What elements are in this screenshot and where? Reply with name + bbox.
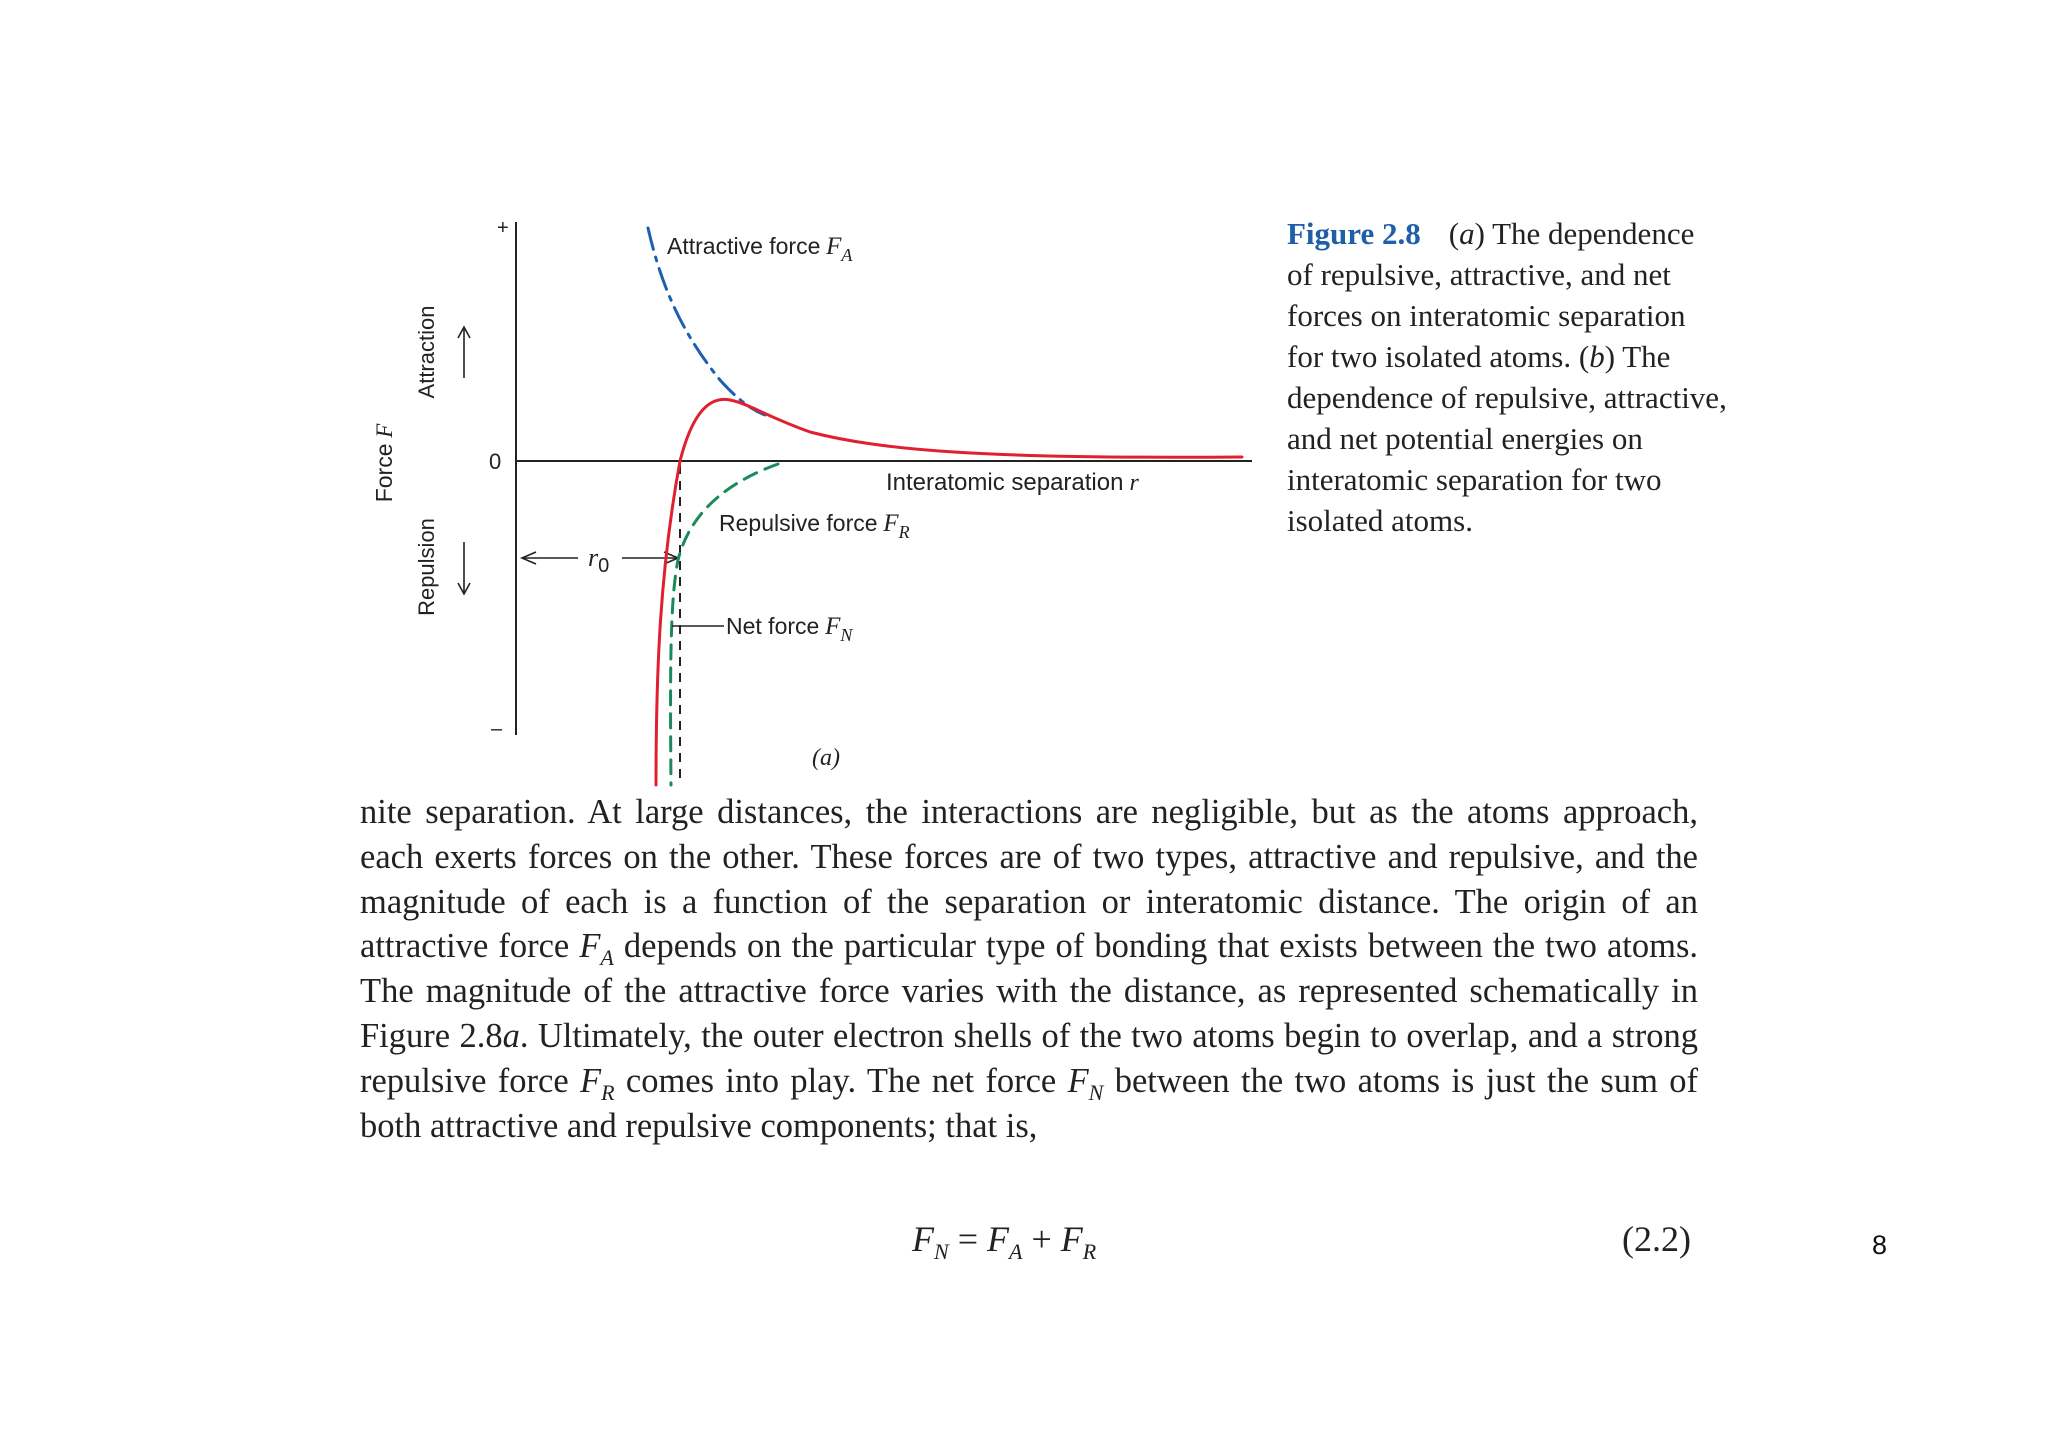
net-force-label [726,613,853,645]
x-axis-label-symbol: r [1129,470,1139,496]
body-paragraph [360,790,1698,1148]
r0-symbol: r [588,543,599,572]
body-text-3: . Ultimately, the outer electron shells of the two atoms begin to overlap, and a strong repulsive force [360,1016,1698,1100]
body-text-4: comes into play. The net force [614,1061,1068,1100]
eq-lhs-symbol: F [912,1219,934,1259]
y-axis-title-word: Force [371,443,397,503]
caption-text-1: The dependence of repulsive, attractive, and net forces on interatomic separation for two isolated atoms. ( [1287,216,1695,374]
body-fn-symbol: F [1067,1061,1089,1100]
eq-equals: = [948,1219,987,1259]
eq-a-symbol: F [987,1219,1009,1259]
net-force-curve [656,399,1242,785]
repulsion-arrow-icon [458,542,470,594]
plus-tick: + [497,217,509,239]
attractive-force-label [667,233,853,265]
body-text-2: depends on the particular type of bonding that exists between the two atoms. The magnitude of the attractive force varies with the distance, as represented schematically in Figure 2.8 [360,927,1698,1055]
repulsion-label: Repulsion [414,518,439,616]
eq-r-symbol: F [1060,1219,1083,1259]
repulsive-force-text: Repulsive force [719,510,878,536]
zero-tick: 0 [489,449,502,474]
attraction-label: Attraction [414,305,439,399]
eq-a-subscript: A [1009,1239,1023,1264]
attractive-force-symbol: F [826,233,842,260]
r0-subscript: 0 [598,555,610,577]
eq-lhs-subscript: N [934,1239,949,1264]
body-text-5: between the two atoms is just the sum of both attractive and repulsive components; that is, [360,1061,1698,1145]
repulsive-force-label [719,510,910,542]
y-axis-title-symbol: F [372,423,397,438]
minus-tick: – [491,718,503,740]
y-axis-title [371,423,397,503]
repulsive-force-subscript: R [898,522,910,542]
page-number: 8 [1872,1230,1888,1260]
eq-r-subscript: R [1082,1239,1097,1264]
caption-part-a: a [1459,216,1475,251]
figure-caption: Figure 2.8 (a) The dependence of repulsive, attractive, and net forces on interatomic separation for two isolated atoms. (b) The dependence of repulsive, attractive, and net potential energies on interatomic separation for two isolated atoms. [1287,216,1727,538]
x-axis-label-text: Interatomic separation [886,469,1124,496]
figure-caption-label: Figure 2.8 [1287,216,1421,251]
attractive-force-subscript: A [841,245,853,265]
body-fn-subscript: N [1088,1079,1104,1105]
equation [912,1218,1097,1264]
attraction-arrow-icon [458,327,470,378]
equation-number: (2.2) [1622,1219,1691,1259]
body-fr-symbol: F [580,1061,602,1100]
force-separation-figure [360,210,1260,800]
net-force-symbol: F [825,613,841,640]
x-axis-label [886,469,1139,496]
body-figure-part: a [502,1016,520,1055]
eq-plus: + [1022,1219,1061,1259]
panel-label: (a) [812,745,840,771]
r0-label [588,543,609,577]
body-fa-subscript: A [600,945,614,971]
net-force-text: Net force [726,613,820,639]
body-fr-subscript: R [601,1079,615,1105]
body-text-1: nite separation. At large distances, the interactions are negligible, but as the atoms approach, each exerts forces on the other. These forces are of two types, attractive and repulsive, and the magnitude of each is a function of the separation or interatomic distance. The origin of an attractive force [360,793,1698,966]
attractive-force-text: Attractive force [667,233,821,259]
body-fa-symbol: F [579,927,601,966]
net-force-subscript: N [840,625,853,645]
repulsive-force-symbol: F [883,510,899,537]
caption-text-2: ) The dependence of repulsive, attractive, and net potential energies on interatomic separation for two isolated atoms. [1287,339,1727,538]
caption-part-b: b [1589,339,1605,374]
